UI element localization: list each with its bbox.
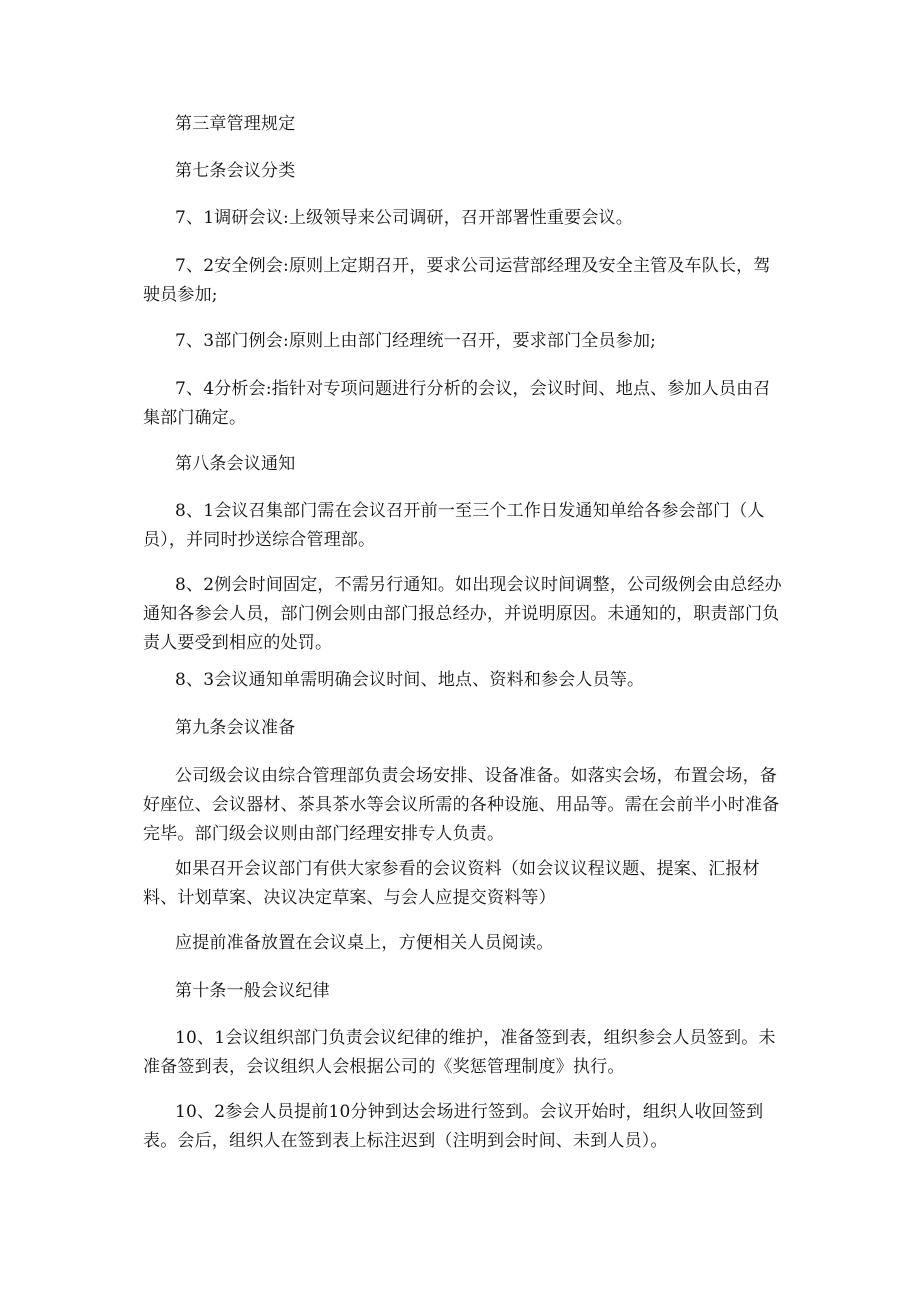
article-9-item-3: 应提前准备放置在会议桌上，方便相关人员阅读。 [175, 933, 554, 953]
article-8-item-1: 8、1会议召集部门需在会议召开前一至三个工作日发通知单给各参会部门（人员），并同时抄送综合管理部。 [143, 501, 765, 550]
article-7-item-3: 7、3部门例会:原则上由部门经理统一召开，要求部门全员参加; [175, 331, 657, 351]
article-10-item-1: 10、1会议组织部门负责会议纪律的维护，准备签到表，组织参会人员签到。未准备签到表，会议组织人会根据公司的《奖惩管理制度》执行。 [143, 1028, 776, 1077]
article-10-title: 第十条一般会议纪律 [175, 981, 330, 1001]
chapter-title: 第三章管理规定 [175, 114, 296, 134]
article-9-title: 第九条会议准备 [175, 718, 296, 738]
article-9-item-2: 如果召开会议部门有供大家参看的会议资料（如会议议程议题、提案、汇报材料、计划草案、决议决定草案、与会人应提交资料等） [143, 859, 760, 908]
article-7-title: 第七条会议分类 [175, 161, 296, 181]
article-10-item-2: 10、2参会人员提前10分钟到达会场进行签到。会议开始时，组织人收回签到表。会后，组织人在签到表上标注迟到（注明到会时间、未到人员）。 [143, 1102, 764, 1151]
article-7-item-1: 7、1调研会议:上级领导来公司调研，召开部署性重要会议。 [175, 208, 633, 228]
article-8-item-3: 8、3会议通知单需明确会议时间、地点、资料和参会人员等。 [175, 670, 645, 690]
article-7-item-4: 7、4分析会:指针对专项问题进行分析的会议，会议时间、地点、参加人员由召集部门确定。 [143, 379, 771, 428]
article-7-item-2: 7、2安全例会:原则上定期召开，要求公司运营部经理及安全主管及车队长，驾驶员参加; [143, 256, 771, 305]
article-8-item-2: 8、2例会时间固定，不需另行通知。如出现会议时间调整，公司级例会由总经办通知各参会人员，部门例会则由部门报总经办，并说明原因。未通知的，职责部门负责人要受到相应的处罚。 [143, 575, 782, 653]
article-9-item-1: 公司级会议由综合管理部负责会场安排、设备准备。如落实会场，布置会场，备好座位、会议器材、茶具茶水等会议所需的各种设施、用品等。需在会前半小时准备完毕。部门级会议则由部门经理安排专人负责。 [143, 766, 780, 844]
article-8-title: 第八条会议通知 [175, 454, 296, 474]
